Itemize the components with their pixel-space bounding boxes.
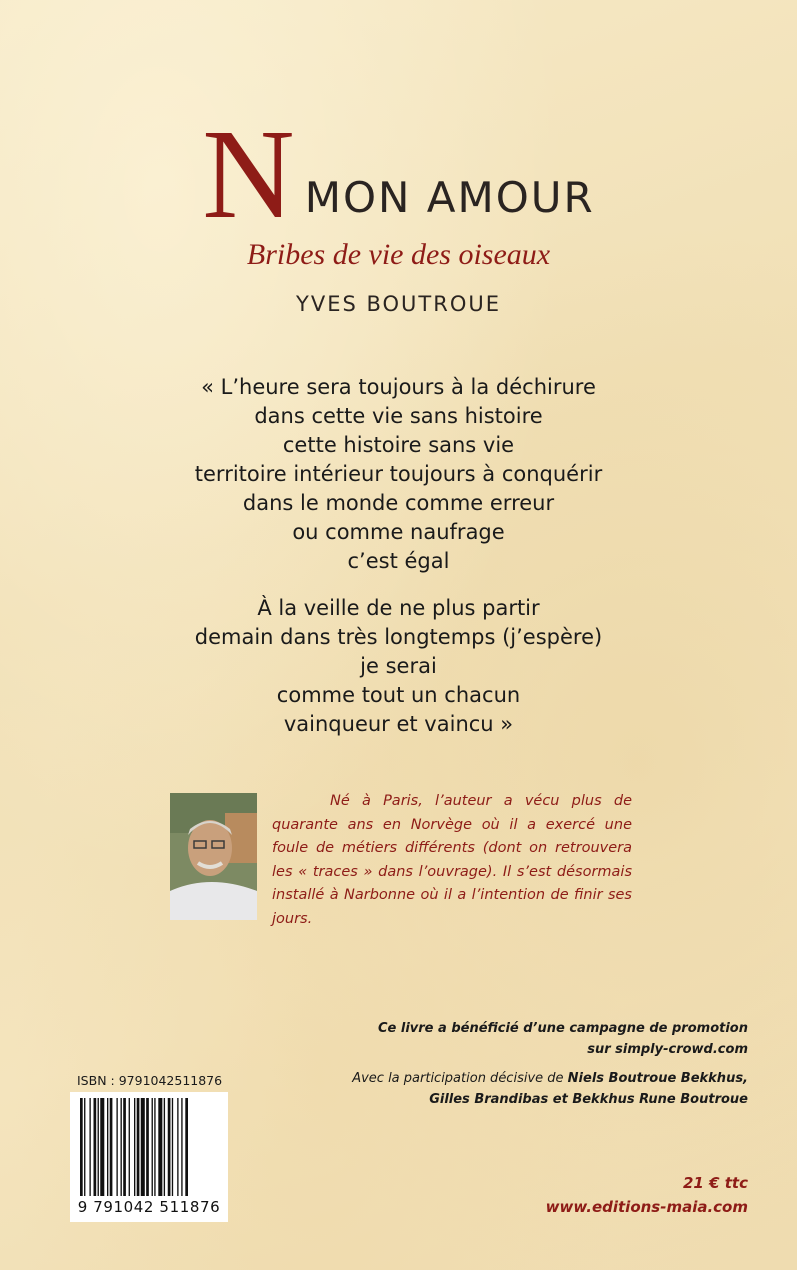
book-title	[0, 103, 797, 245]
poem-line: dans cette vie sans histoire	[254, 404, 543, 428]
partners-line-1	[318, 1068, 748, 1089]
price: 21 € ttc	[683, 1174, 748, 1192]
title-initial: N	[202, 103, 295, 245]
poem-line: ou comme naufrage	[292, 520, 505, 544]
publisher-website[interactable]: www.editions-maia.com	[545, 1198, 748, 1216]
poem-line: vainqueur et vaincu »	[283, 712, 514, 736]
partners-line-2	[318, 1089, 748, 1110]
poem-line: comme tout un chacun	[276, 683, 521, 707]
author-name: YVES BOUTROUE	[296, 292, 501, 316]
poem-line: c’est égal	[347, 549, 450, 573]
promo-note	[328, 1018, 748, 1060]
poem-stanza-2	[0, 594, 797, 739]
poem-line: dans le monde comme erreur	[242, 491, 555, 515]
poem-line: territoire intérieur toujours à conquérir	[194, 462, 603, 486]
partner-name: Gilles Brandibas et Bekkhus Rune Boutroue	[429, 1092, 748, 1107]
poem-line: je serai	[360, 654, 437, 678]
poem-line: « L’heure sera toujours à la déchirure	[201, 375, 596, 399]
poem-line: demain dans très longtemps (j’espère)	[194, 625, 603, 649]
poem-line: À la veille de ne plus partir	[257, 596, 540, 620]
author-portrait-icon	[170, 793, 257, 920]
author-bio: Né à Paris, l’auteur a vécu plus de quarante ans en Norvège où il a exercé une foule de métiers différents (dont on retrouvera les « traces » dans l’ouvrage). Il s’est désormais installé à Narbonne où il a l’intention de finir ses jours.	[272, 793, 632, 927]
isbn-label: ISBN : 9791042511876	[77, 1073, 223, 1088]
poem-line: cette histoire sans vie	[282, 433, 515, 457]
barcode-digits: 9 791042 511876	[70, 1196, 228, 1218]
poem-stanza-1	[0, 373, 797, 576]
title-text: MON AMOUR	[304, 173, 595, 222]
book-subtitle: Bribes de vie des oiseaux	[246, 238, 551, 271]
partners-intro: Avec la participation décisive de	[352, 1071, 564, 1086]
promo-line: Ce livre a bénéficié d’une campagne de promotion	[378, 1021, 748, 1036]
partners-note	[318, 1068, 748, 1110]
partner-name: Niels Boutroue Bekkhus,	[567, 1071, 748, 1086]
barcode-icon	[70, 1092, 228, 1200]
author-photo	[170, 793, 257, 920]
promo-line: sur simply-crowd.com	[587, 1042, 748, 1057]
